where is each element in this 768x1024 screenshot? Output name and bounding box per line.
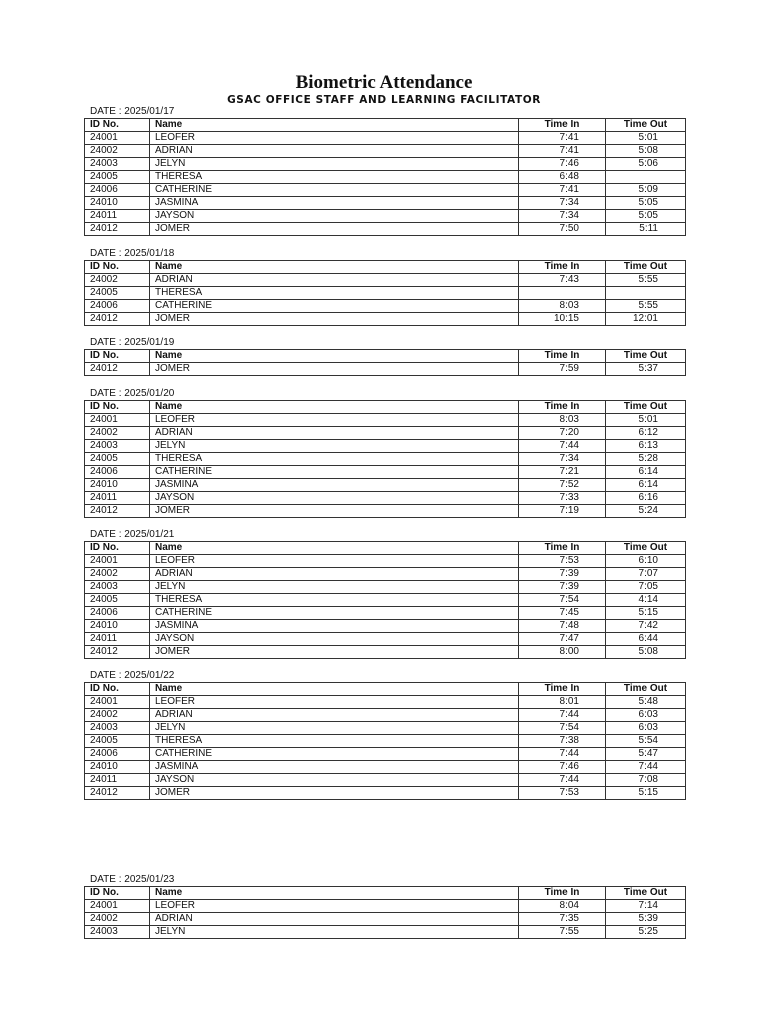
date-label: DATE : 2025/01/17 [90,106,175,117]
time-in-cell: 7:46 [519,761,606,774]
id-cell: 24012 [85,646,150,659]
table-row [85,171,686,184]
name-cell: JOMER [150,505,519,518]
name-cell: JELYN [150,581,519,594]
time-out-cell: 6:10 [606,555,686,568]
time-out-header: Time Out [606,401,686,414]
table-row [85,414,686,427]
id-cell: 24002 [85,274,150,287]
time-in-cell: 7:41 [519,132,606,145]
name-cell: LEOFER [150,132,519,145]
time-in-cell: 7:43 [519,274,606,287]
time-out-cell: 5:15 [606,607,686,620]
time-in-header: Time In [519,261,606,274]
attendance-section [84,106,685,236]
time-in-cell: 6:48 [519,171,606,184]
table-row [85,748,686,761]
name-cell: ADRIAN [150,568,519,581]
time-in-cell: 7:20 [519,427,606,440]
table-row [85,505,686,518]
table-row [85,223,686,236]
time-in-cell: 7:44 [519,774,606,787]
time-out-cell: 7:42 [606,620,686,633]
id-cell: 24005 [85,287,150,300]
id-header: ID No. [85,350,150,363]
time-out-cell [606,287,686,300]
id-cell: 24002 [85,427,150,440]
id-cell: 24011 [85,210,150,223]
date-label: DATE : 2025/01/18 [90,248,175,259]
table-row [85,633,686,646]
attendance-table [84,118,686,236]
time-in-cell: 7:53 [519,787,606,800]
id-header: ID No. [85,683,150,696]
date-label: DATE : 2025/01/23 [90,874,175,885]
name-cell: JOMER [150,223,519,236]
name-cell: ADRIAN [150,427,519,440]
table-row [85,594,686,607]
date-label: DATE : 2025/01/20 [90,388,175,399]
name-cell: JAYSON [150,633,519,646]
name-cell: ADRIAN [150,145,519,158]
time-out-cell: 7:07 [606,568,686,581]
time-out-cell [606,171,686,184]
table-header-row [85,261,686,274]
name-cell: THERESA [150,171,519,184]
time-in-cell: 10:15 [519,313,606,326]
id-cell: 24001 [85,132,150,145]
time-out-header: Time Out [606,119,686,132]
name-cell: JOMER [150,313,519,326]
id-header: ID No. [85,887,150,900]
time-out-cell: 5:15 [606,787,686,800]
name-cell: JELYN [150,158,519,171]
name-cell: CATHERINE [150,466,519,479]
name-cell: JELYN [150,926,519,939]
time-out-cell: 5:01 [606,414,686,427]
time-out-cell: 7:44 [606,761,686,774]
document-title: Biometric Attendance [295,72,473,93]
table-row [85,696,686,709]
name-cell: THERESA [150,453,519,466]
table-row [85,787,686,800]
time-out-cell: 5:08 [606,145,686,158]
id-cell: 24012 [85,223,150,236]
name-cell: CATHERINE [150,184,519,197]
time-in-cell: 7:39 [519,581,606,594]
table-row [85,774,686,787]
name-cell: LEOFER [150,696,519,709]
time-in-cell: 7:59 [519,363,606,376]
time-out-cell: 5:39 [606,913,686,926]
time-in-header: Time In [519,350,606,363]
attendance-table [84,260,686,326]
attendance-table [84,400,686,518]
attendance-section [84,529,685,659]
id-cell: 24011 [85,492,150,505]
id-cell: 24005 [85,171,150,184]
time-in-cell: 7:44 [519,440,606,453]
table-row [85,158,686,171]
time-out-cell: 5:11 [606,223,686,236]
id-cell: 24010 [85,479,150,492]
id-cell: 24001 [85,900,150,913]
time-in-cell: 7:34 [519,210,606,223]
id-cell: 24002 [85,913,150,926]
table-row [85,300,686,313]
time-in-cell: 7:48 [519,620,606,633]
name-cell: LEOFER [150,414,519,427]
attendance-table [84,682,686,800]
table-row [85,735,686,748]
time-out-cell: 6:12 [606,427,686,440]
time-out-cell: 6:03 [606,709,686,722]
table-row [85,184,686,197]
name-cell: ADRIAN [150,709,519,722]
time-in-cell: 7:38 [519,735,606,748]
date-label: DATE : 2025/01/19 [90,337,175,348]
date-label: DATE : 2025/01/22 [90,670,175,681]
time-out-cell: 5:06 [606,158,686,171]
time-in-cell: 7:33 [519,492,606,505]
time-out-cell: 5:08 [606,646,686,659]
time-in-cell: 7:50 [519,223,606,236]
table-row [85,568,686,581]
time-in-cell: 7:21 [519,466,606,479]
time-out-cell: 5:01 [606,132,686,145]
table-row [85,210,686,223]
id-cell: 24003 [85,926,150,939]
time-in-cell: 7:54 [519,594,606,607]
name-header: Name [150,350,519,363]
time-in-cell: 7:54 [519,722,606,735]
id-header: ID No. [85,119,150,132]
id-cell: 24003 [85,158,150,171]
table-row [85,581,686,594]
name-cell: ADRIAN [150,274,519,287]
id-cell: 24003 [85,440,150,453]
time-out-cell: 5:47 [606,748,686,761]
time-out-cell: 7:08 [606,774,686,787]
time-out-cell: 6:14 [606,479,686,492]
table-header-row [85,401,686,414]
name-cell: JELYN [150,722,519,735]
time-out-cell: 4:14 [606,594,686,607]
name-header: Name [150,119,519,132]
table-row [85,913,686,926]
name-cell: JAYSON [150,492,519,505]
id-cell: 24006 [85,748,150,761]
id-cell: 24010 [85,761,150,774]
time-out-header: Time Out [606,261,686,274]
time-in-header: Time In [519,887,606,900]
id-cell: 24001 [85,414,150,427]
time-in-cell: 7:46 [519,158,606,171]
name-cell: THERESA [150,287,519,300]
time-out-cell: 6:13 [606,440,686,453]
attendance-section [84,670,685,800]
date-label: DATE : 2025/01/21 [90,529,175,540]
id-cell: 24012 [85,505,150,518]
name-header: Name [150,887,519,900]
id-cell: 24002 [85,568,150,581]
time-out-cell: 5:54 [606,735,686,748]
attendance-table [84,541,686,659]
name-cell: CATHERINE [150,607,519,620]
name-cell: CATHERINE [150,300,519,313]
time-out-cell: 5:37 [606,363,686,376]
id-header: ID No. [85,261,150,274]
time-in-cell: 7:41 [519,184,606,197]
name-cell: JAYSON [150,774,519,787]
time-in-cell: 7:19 [519,505,606,518]
table-row [85,555,686,568]
time-in-cell: 7:35 [519,913,606,926]
time-out-cell: 6:16 [606,492,686,505]
time-in-cell [519,287,606,300]
name-cell: THERESA [150,735,519,748]
attendance-section [84,248,685,326]
time-in-cell: 7:45 [519,607,606,620]
attendance-table [84,349,686,376]
table-row [85,479,686,492]
time-in-cell: 7:52 [519,479,606,492]
time-in-cell: 7:41 [519,145,606,158]
id-cell: 24003 [85,581,150,594]
time-out-header: Time Out [606,542,686,555]
table-header-row [85,119,686,132]
id-cell: 24012 [85,313,150,326]
name-cell: ADRIAN [150,913,519,926]
id-cell: 24006 [85,184,150,197]
time-in-cell: 7:39 [519,568,606,581]
name-cell: CATHERINE [150,748,519,761]
table-row [85,145,686,158]
time-out-cell: 5:05 [606,197,686,210]
time-in-cell: 8:03 [519,414,606,427]
table-row [85,466,686,479]
time-in-cell: 7:55 [519,926,606,939]
name-cell: JASMINA [150,479,519,492]
table-row [85,313,686,326]
name-header: Name [150,261,519,274]
time-out-cell: 5:55 [606,300,686,313]
name-cell: JASMINA [150,197,519,210]
name-cell: JOMER [150,646,519,659]
id-cell: 24005 [85,594,150,607]
id-cell: 24012 [85,363,150,376]
time-out-cell: 5:25 [606,926,686,939]
time-in-cell: 8:03 [519,300,606,313]
time-in-cell: 7:44 [519,709,606,722]
attendance-section [84,388,685,518]
name-cell: LEOFER [150,900,519,913]
time-out-cell: 5:55 [606,274,686,287]
table-row [85,453,686,466]
time-out-header: Time Out [606,350,686,363]
id-cell: 24005 [85,735,150,748]
table-row [85,607,686,620]
document-subtitle: GSAC OFFICE STAFF AND LEARNING FACILITATOR [227,94,541,106]
time-out-cell: 6:44 [606,633,686,646]
id-header: ID No. [85,542,150,555]
name-cell: THERESA [150,594,519,607]
id-cell: 24003 [85,722,150,735]
id-cell: 24001 [85,555,150,568]
id-cell: 24002 [85,145,150,158]
name-header: Name [150,683,519,696]
time-out-header: Time Out [606,683,686,696]
time-out-cell: 6:03 [606,722,686,735]
time-in-header: Time In [519,542,606,555]
table-row [85,900,686,913]
time-out-header: Time Out [606,887,686,900]
table-row [85,287,686,300]
table-row [85,440,686,453]
time-in-cell: 8:01 [519,696,606,709]
id-cell: 24011 [85,633,150,646]
time-out-cell: 5:05 [606,210,686,223]
table-row [85,709,686,722]
table-header-row [85,887,686,900]
id-cell: 24010 [85,197,150,210]
table-row [85,761,686,774]
name-cell: JELYN [150,440,519,453]
time-in-cell: 7:47 [519,633,606,646]
time-in-header: Time In [519,401,606,414]
name-cell: JASMINA [150,620,519,633]
id-cell: 24002 [85,709,150,722]
id-cell: 24012 [85,787,150,800]
table-header-row [85,350,686,363]
id-cell: 24006 [85,300,150,313]
name-cell: LEOFER [150,555,519,568]
attendance-section [84,874,685,939]
table-row [85,646,686,659]
id-cell: 24001 [85,696,150,709]
time-in-cell: 8:00 [519,646,606,659]
table-row [85,132,686,145]
time-in-header: Time In [519,119,606,132]
time-out-cell: 5:48 [606,696,686,709]
name-cell: JOMER [150,787,519,800]
time-in-cell: 7:53 [519,555,606,568]
name-header: Name [150,542,519,555]
table-row [85,197,686,210]
time-in-header: Time In [519,683,606,696]
time-out-cell: 12:01 [606,313,686,326]
id-cell: 24006 [85,466,150,479]
name-cell: JAYSON [150,210,519,223]
table-header-row [85,683,686,696]
time-out-cell: 7:05 [606,581,686,594]
time-out-cell: 7:14 [606,900,686,913]
time-out-cell: 5:09 [606,184,686,197]
attendance-table [84,886,686,939]
time-in-cell: 7:44 [519,748,606,761]
id-header: ID No. [85,401,150,414]
table-row [85,722,686,735]
time-in-cell: 7:34 [519,197,606,210]
table-row [85,274,686,287]
table-row [85,427,686,440]
time-out-cell: 5:28 [606,453,686,466]
table-header-row [85,542,686,555]
id-cell: 24005 [85,453,150,466]
time-out-cell: 6:14 [606,466,686,479]
table-row [85,926,686,939]
attendance-section [84,337,685,376]
id-cell: 24010 [85,620,150,633]
table-row [85,620,686,633]
name-header: Name [150,401,519,414]
time-out-cell: 5:24 [606,505,686,518]
table-row [85,363,686,376]
id-cell: 24011 [85,774,150,787]
time-in-cell: 8:04 [519,900,606,913]
time-in-cell: 7:34 [519,453,606,466]
name-cell: JASMINA [150,761,519,774]
table-row [85,492,686,505]
name-cell: JOMER [150,363,519,376]
id-cell: 24006 [85,607,150,620]
